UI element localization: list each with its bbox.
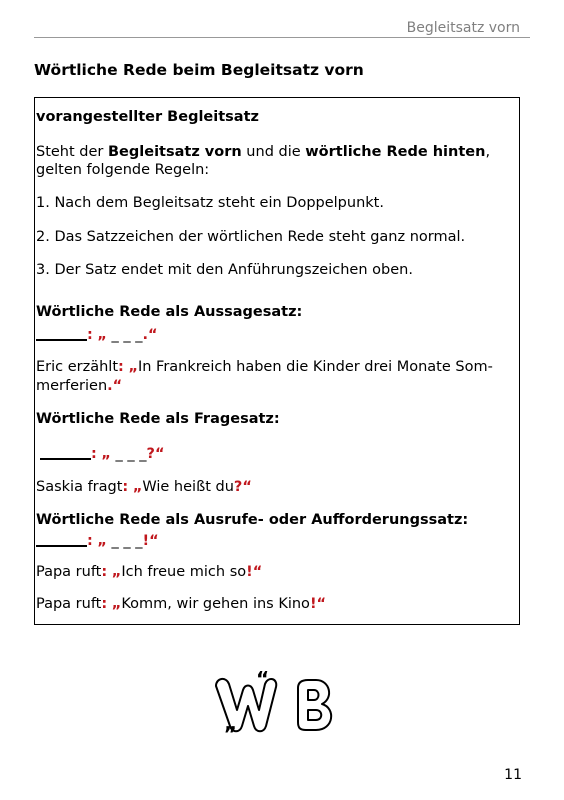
wb-logo-icon [210, 670, 340, 740]
example-statement-line-2: merferien.“ [36, 378, 123, 394]
svg-text:“: “ [256, 670, 270, 691]
example-exclamation-1: Papa ruft: „Ich freue mich so!“ [36, 564, 263, 580]
blank-underline [36, 325, 87, 341]
section-heading-question: Wörtliche Rede als Fragesatz: [36, 411, 280, 427]
box-heading: vorangestellter Begleitsatz [36, 109, 259, 125]
svg-text:„: „ [224, 711, 238, 735]
intro-line-1: Steht der Begleitsatz vorn und die wörtliche Rede hinten, [36, 144, 491, 160]
pattern-statement: : „ _ _ _.“ [36, 325, 158, 344]
running-header: Begleitsatz vorn [406, 20, 520, 36]
example-exclamation-2: Papa ruft: „Komm, wir gehen ins Kino!“ [36, 596, 327, 612]
pattern-question: : „ _ _ _?“ [40, 444, 164, 463]
section-heading-exclamation: Wörtliche Rede als Ausrufe- oder Aufforderungssatz: [36, 512, 469, 528]
header-rule [34, 37, 530, 38]
page-number: 11 [504, 767, 522, 783]
rule-2: 2. Das Satzzeichen der wörtlichen Rede steht ganz normal. [36, 229, 466, 245]
blank-underline [40, 444, 91, 460]
blank-underline [36, 531, 87, 547]
intro-line-2: gelten folgende Regeln: [36, 162, 210, 178]
section-heading-statement: Wörtliche Rede als Aussagesatz: [36, 304, 303, 320]
pattern-exclamation: : „ _ _ _!“ [36, 531, 159, 550]
rule-3: 3. Der Satz endet mit den Anführungszeichen oben. [36, 262, 413, 278]
page-title: Wörtliche Rede beim Begleitsatz vorn [34, 61, 364, 79]
rule-1: 1. Nach dem Begleitsatz steht ein Doppelpunkt. [36, 195, 384, 211]
example-statement-line-1: Eric erzählt: „In Frankreich haben die Kinder drei Monate Som- [36, 359, 493, 375]
example-question: Saskia fragt: „Wie heißt du?“ [36, 479, 252, 495]
rules-box [34, 97, 520, 625]
